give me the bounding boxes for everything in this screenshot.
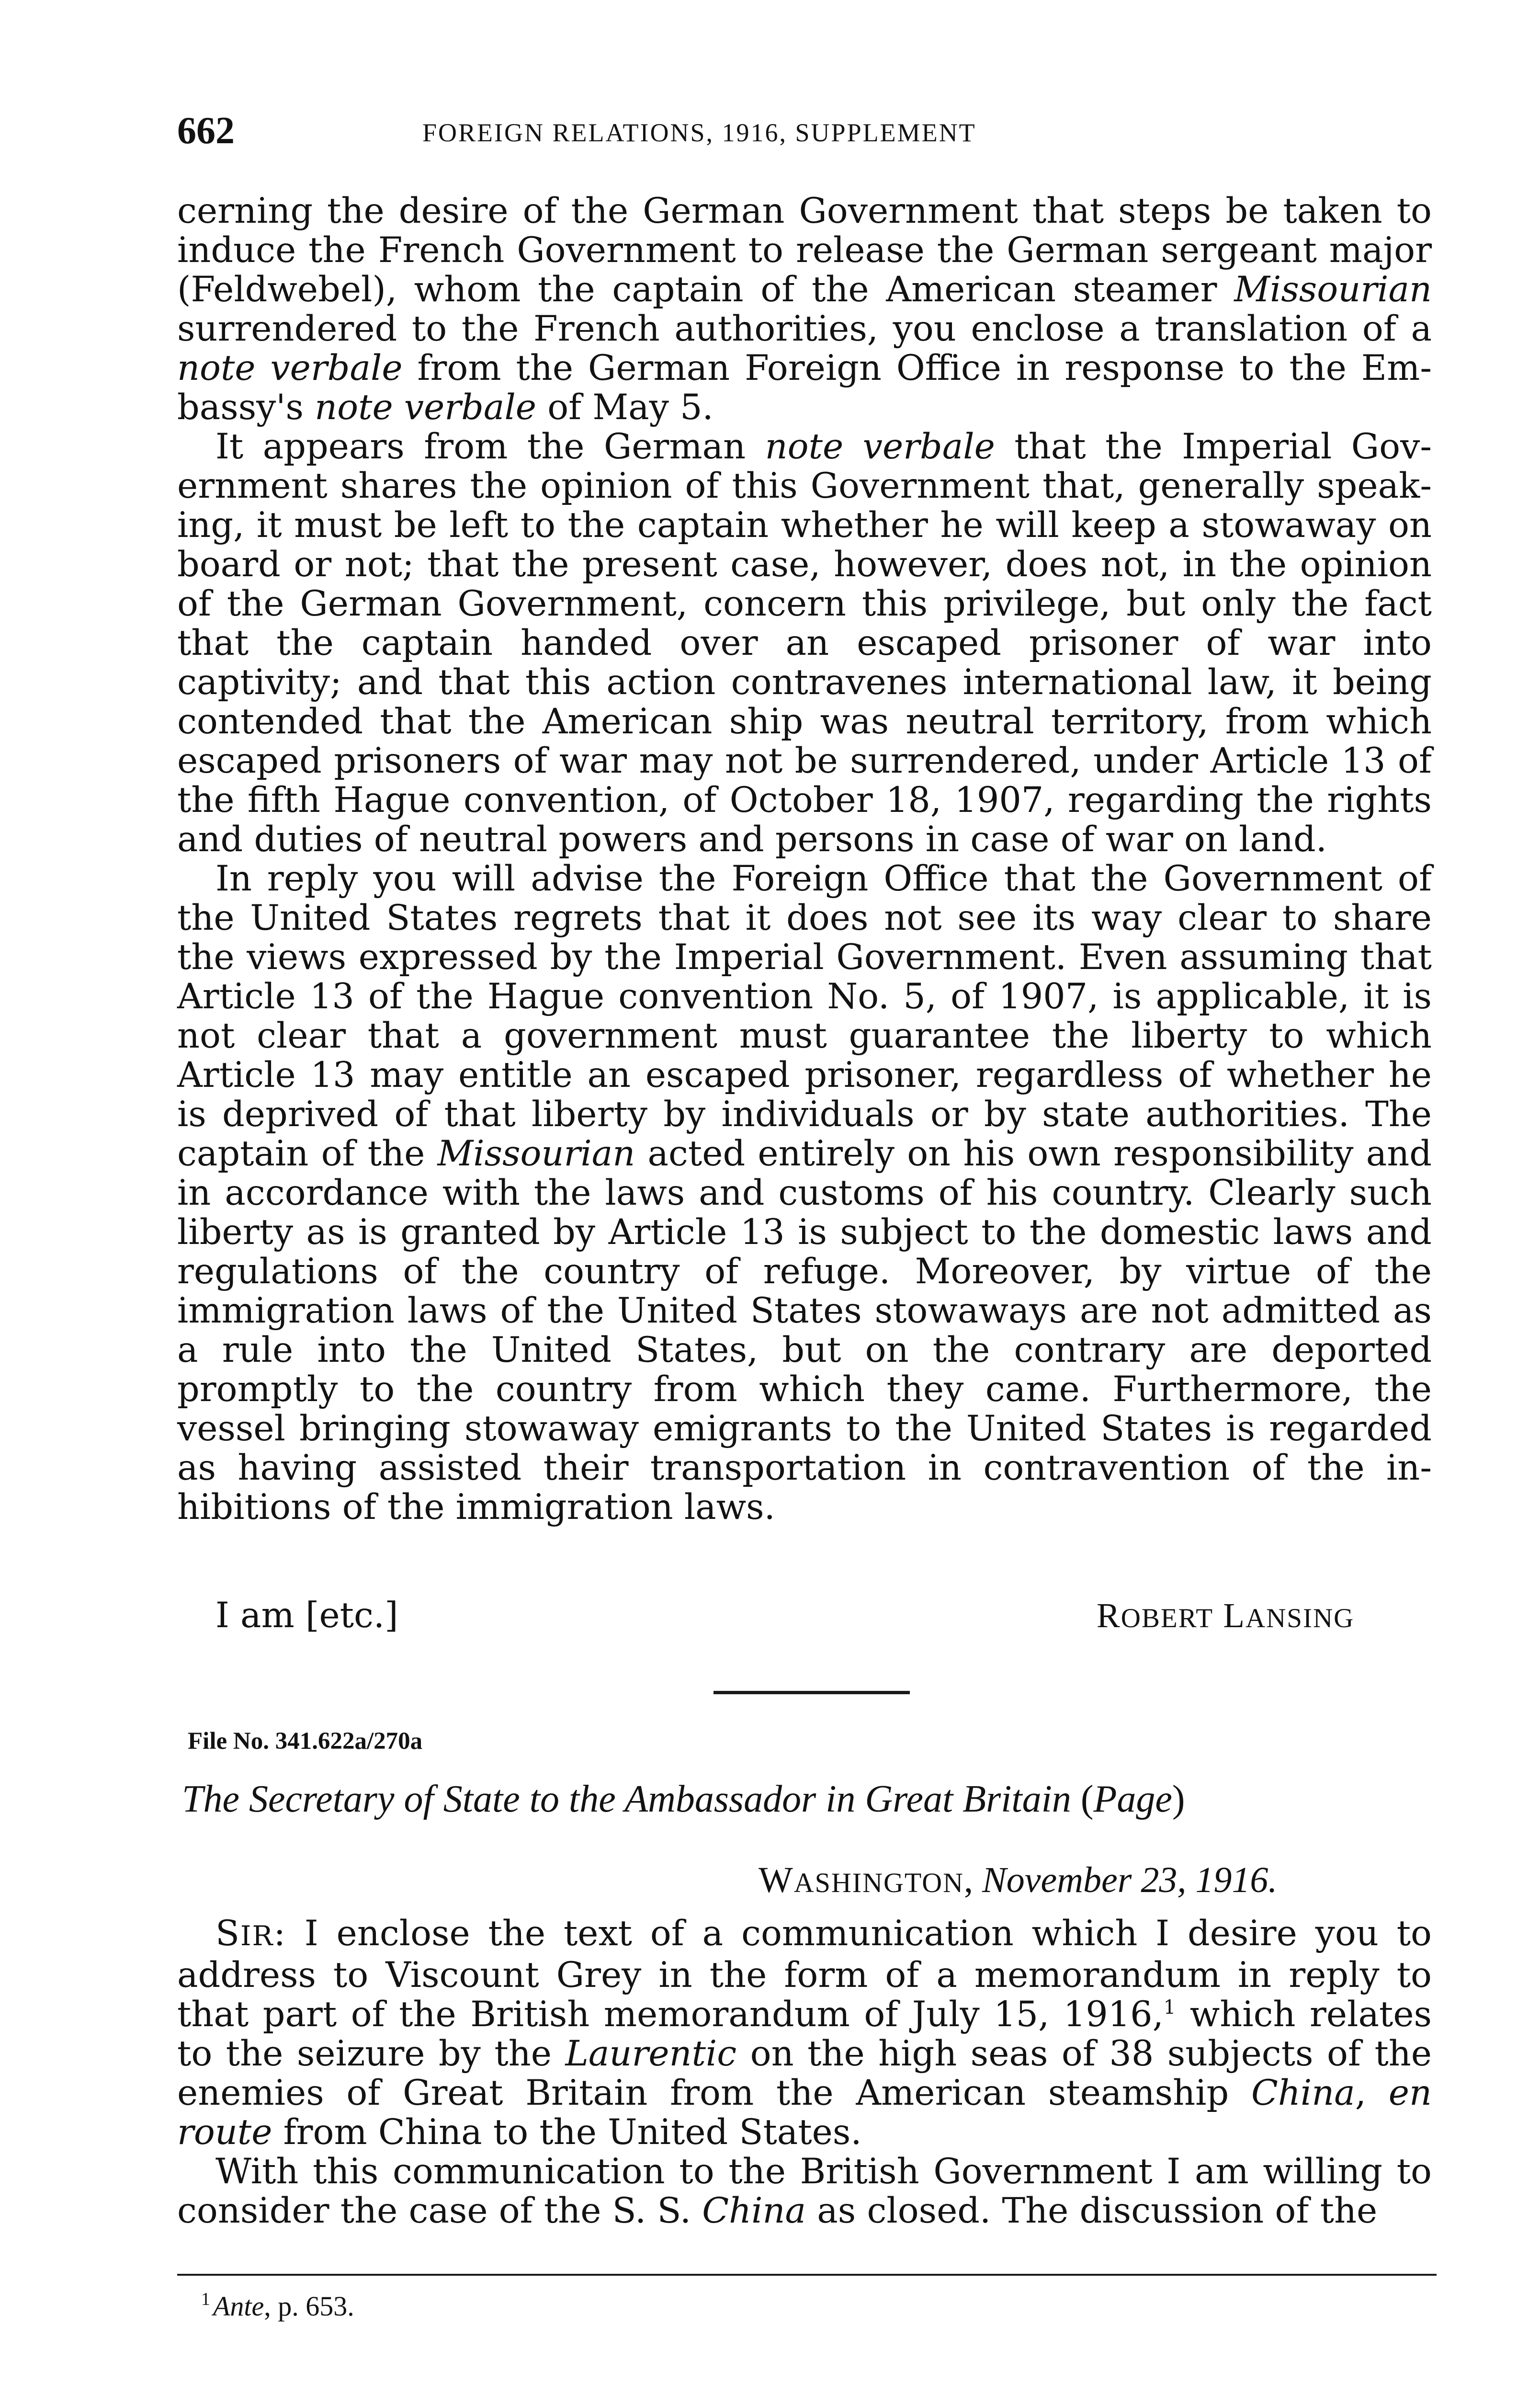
text-run: which relates to the seizure by the [177,1994,1432,2074]
text-run: from the German Foreign Office in response to the Embassy's [177,348,1432,428]
footnote-ref: Ante [213,2291,264,2322]
signature-first-rest: OBERT [1121,1603,1214,1633]
italic-text: en route [177,2073,1432,2153]
text-run: cerning the desire of the German Government that steps be taken to induce the French Government to release the German sergeant major (Feldwebel), whom the captain of the American steamer [177,191,1432,310]
paragraph [177,192,1432,427]
dateline-date: November 23, 1916. [982,1860,1278,1900]
italic-text: Missourian [1234,269,1432,310]
document-heading [182,1775,1437,1823]
italic-text: Laurentic [565,2033,737,2074]
italic-text: note verbale [765,426,995,467]
italic-text: China [702,2190,806,2231]
italic-text: note verbale [177,348,403,388]
salutation [215,1913,286,1954]
footnotes [201,2290,354,2323]
signature [1097,1596,1354,1638]
dateline-place [759,1860,964,1900]
text-run: It appears from the German [215,426,765,467]
footnote-text: , p. 653. [264,2291,354,2322]
dateline-separator: , [964,1860,983,1900]
letter-body-continued [177,192,1432,1527]
dateline-place-rest: ASHINGTON [793,1867,964,1898]
running-title: FOREIGN RELATIONS, 1916, SUPPLEMENT [422,118,976,147]
text-run: on the high seas of 38 subjects of the enemies of Great Britain from the American steamship [177,2033,1432,2113]
salutation-initial: S [215,1913,241,1954]
signature-initial-first: R [1097,1596,1121,1635]
italic-text: Missourian [437,1133,635,1174]
text-run: ) [1172,1778,1185,1820]
closing-line: I am [etc.] [215,1595,398,1636]
dateline-place-initial: W [759,1860,794,1900]
paragraph [177,859,1432,1527]
text-run: acted entirely on his own responsibility and in accordance with the laws and customs of his country. Clearly such liberty as is granted by Article 13 is subject to the domestic laws and regulations of the country of refuge. Moreover, by virtue of the immigration laws of the United States stowaways are not admitted as a rule into the United States, but on the contrary are deported promptly to the country from which they came. Furthermore, the vessel bringing stowaway emigrants to the United States is regarded as having assisted their transportation in contravention of the inhibitions of the immigration laws. [177,1133,1432,1528]
text-run: from China to the United States. [272,2112,862,2153]
footnote-rule [177,2274,1437,2276]
text-run: With this communication to the British Government I am willing to consider the case of the S. S. [177,2151,1432,2231]
text-run: , [1355,2073,1389,2113]
paragraph [177,1914,1432,2152]
text-run: The Secretary of State to the Ambassador in Great Britain [182,1778,1081,1820]
paragraph [177,427,1432,859]
signature-last-rest: ANSING [1245,1603,1355,1633]
section-separator-rule [713,1691,910,1694]
running-head [177,104,1441,157]
italic-text: China [1251,2073,1355,2113]
text-run: In reply you will advise the Foreign Office that the Government of the United States regrets that it does not see its way clear to share the views expressed by the Imperial Government. Even assuming that Article 13 of the Hague convention No. 5, of 1907, is applicable, it is not clear that a government must guarantee the liberty to which Article 13 may entitle an escaped prisoner, regardless of whether he is deprived of that liberty by individuals or by state authorities. The captain of the [177,858,1432,1174]
salutation-rest: IR [240,1920,274,1952]
letter-body [177,1914,1432,2231]
text-run: surrendered to the French authorities, you enclose a translation of a [177,308,1432,349]
text-run: ( [1080,1778,1094,1820]
salutation-colon: : [273,1913,287,1954]
signature-initial-last: L [1223,1596,1246,1635]
file-number: File No. 341.622a/270a [188,1728,423,1755]
text-run: Page [1093,1778,1172,1820]
text-run: that the Imperial Government shares the opinion of this Government that, generally speaking, it must be left to the captain whether he will keep a stowaway on board or not; that the present case, however, does not, in the opinion of the German Government, concern this privilege, but only the fact that the captain handed over an escaped prisoner of war into captivity; and that this action contravenes international law, it being contended that the American ship was neutral territory, from which escaped prisoners of war may not be surrendered, under Article 13 of the fifth Hague convention, of October 18, 1907, regarding the rights and duties of neutral powers and persons in case of war on land. [177,426,1432,860]
page-number: 662 [177,110,235,152]
paragraph [177,2152,1432,2231]
text-run: of May 5. [536,387,713,428]
footnote-item [201,2290,354,2323]
footnote-reference: 1 [1163,1996,1176,2019]
footnote-marker: 1 [201,2289,210,2309]
text-run: as closed. The discussion of the [806,2190,1378,2231]
italic-text: note verbale [315,387,537,428]
dateline [759,1859,1277,1905]
text-run: I enclose the text of a communication which I desire you to address to Viscount Grey in the form of a memorandum in reply to that part of the British memorandum of July 15, 1916, [177,1913,1432,2035]
